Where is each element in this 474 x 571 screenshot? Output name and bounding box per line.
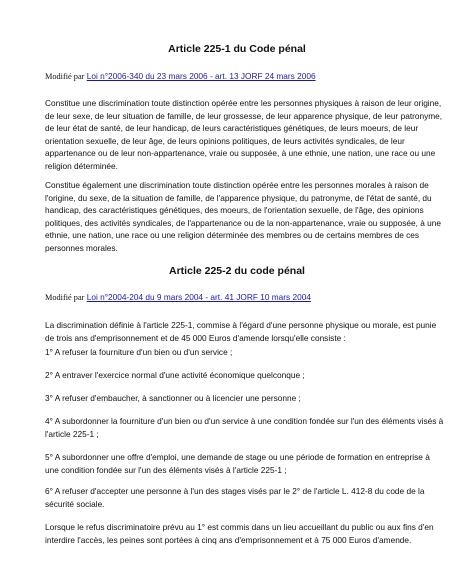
article-225-2-title: Article 225-2 du code pénal (169, 265, 305, 277)
article-225-2-intro (45, 319, 440, 344)
text-line: 6° A refuser d'accepter une personne à l'un des stages visés par le 2° de l'article L. 412-8 du code de la (45, 486, 425, 496)
article-225-1-paragraph-2 (45, 179, 440, 255)
text-line: de leur état de santé, de leur handicap, de leurs caractéristiques génétiques, de leurs moeurs, de leur (45, 123, 419, 134)
text-line: La discrimination définie à l'article 225-1, commise à l'égard d'une personne physique ou morale, est punie (45, 320, 437, 330)
article-225-2-item-2 (45, 369, 440, 382)
text-line: l'article 225-1 ; (45, 428, 99, 439)
article-225-2-item-3 (45, 392, 440, 405)
text-line: 2° A entraver l'exercice normal d'une activité économique quelconque ; (45, 370, 305, 380)
text-line: Constitue également une discrimination toute distinction opérée entre les personnes morales à raison de (45, 180, 429, 190)
article-225-2-law-link[interactable]: Loi n°2004-204 du 9 mars 2004 - art. 41 JORF 10 mars 2004 (86, 292, 311, 302)
article-225-1-modification-note (45, 71, 316, 82)
text-line: Constitue une discrimination toute distinction opérée entre les personnes physiques à raison de leur origine, (45, 98, 442, 108)
modification-prefix: Modifié par (45, 293, 85, 302)
text-line: l'origine, du sexe, de la situation de famille, de l'apparence physique, du patronyme, de l'état de santé, du (45, 192, 432, 203)
text-line: politiques, des activités syndicales, de l'appartenance ou de la non-appartenance, vraie ou supposée, à une (45, 217, 441, 228)
article-225-2-closing (45, 521, 440, 546)
text-line: sécurité sociale. (45, 498, 105, 509)
text-line: une condition fondée sur l'un des éléments visés à l'article 225-1 ; (45, 464, 287, 475)
text-line: religion déterminée. (45, 160, 118, 171)
article-225-2-item-1 (45, 346, 440, 359)
text-line: interdire l'accès, les peines sont portées à cinq ans d'emprisonnement et à 75 000 Euros d'amende. (45, 534, 412, 545)
text-line: 4° A subordonner la fourniture d'un bien ou d'un service à une condition fondée sur l'un des éléments visés à (45, 416, 444, 426)
article-225-1-title: Article 225-1 du Code pénal (168, 43, 306, 55)
text-line: 5° A subordonner une offre d'emploi, une demande de stage ou une période de formation en entreprise à (45, 452, 430, 462)
article-225-1-paragraph-1 (45, 97, 443, 173)
text-line: handicap, des caractéristiques génétiques, des moeurs, de l'orientation sexuelle, de l'âge, des opinions (45, 205, 424, 216)
text-line: de trois ans d'emprisonnement et de 45 000 Euros d'amende lorsqu'elle consiste : (45, 332, 346, 343)
text-line: 1° A refuser la fourniture d'un bien ou d'un service ; (45, 347, 233, 357)
text-line: appartenance ou de leur non-appartenance, vraie ou supposée, à une ethnie, une nation, une race ou une (45, 148, 436, 159)
modification-prefix: Modifié par (45, 72, 85, 81)
text-line: orientation sexuelle, de leur âge, de leurs opinions politiques, de leurs activités syndicales, de leur (45, 135, 405, 146)
article-225-2-item-4 (45, 415, 444, 440)
article-225-2-modification-note (45, 292, 311, 303)
text-line: personnes morales. (45, 242, 118, 253)
article-225-2-item-5 (45, 451, 440, 476)
article-225-2-item-6 (45, 485, 440, 510)
text-line: 3° A refuser d'embaucher, à sanctionner ou à licencier une personne ; (45, 393, 301, 403)
article-225-1-law-link[interactable]: Loi n°2006-340 du 23 mars 2006 - art. 13 JORF 24 mars 2006 (86, 71, 316, 81)
text-line: de leur sexe, de leur situation de famille, de leur grossesse, de leur apparence physique, de leur patronyme, (45, 110, 443, 121)
text-line: ethnie, une nation, une race ou une religion déterminée des membres ou de certains membres de ces (45, 230, 420, 241)
text-line: Lorsque le refus discriminatoire prévu au 1° est commis dans un lieu accueillant du public ou aux fins d'en (45, 522, 434, 532)
